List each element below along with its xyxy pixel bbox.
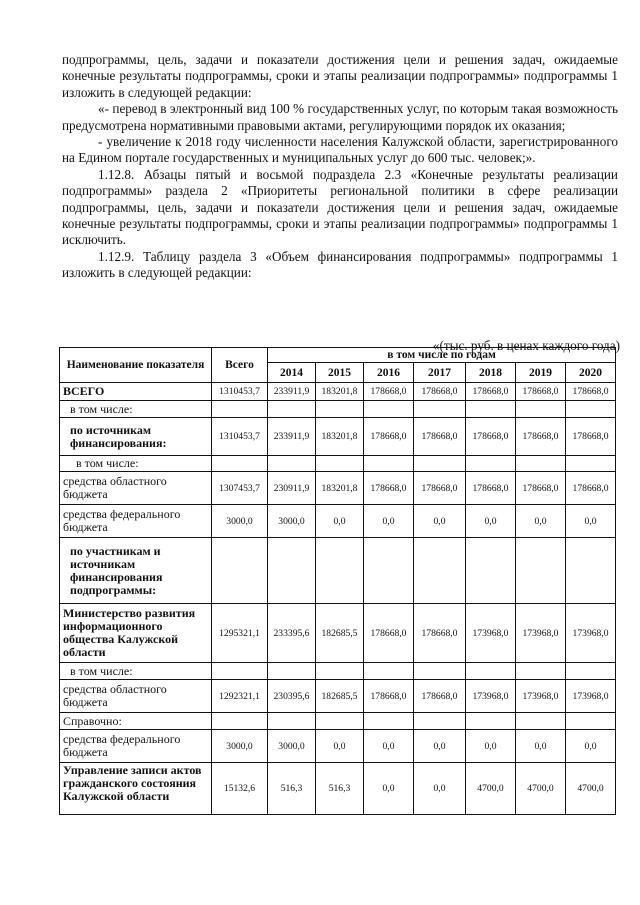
cell-year-value: 178668,0 <box>466 472 516 505</box>
cell-year-value: 178668,0 <box>414 418 466 456</box>
cell-year-value: 173968,0 <box>566 680 616 713</box>
cell-year-value <box>316 538 364 604</box>
header-year: 2019 <box>516 363 566 383</box>
cell-year-value: 230395,6 <box>268 680 316 713</box>
cell-year-value: 0,0 <box>316 505 364 538</box>
cell-year-value <box>316 456 364 472</box>
cell-year-value: 233395,6 <box>268 604 316 663</box>
cell-year-value: 233911,9 <box>268 383 316 401</box>
table-row <box>60 383 616 401</box>
cell-year-value <box>364 401 414 418</box>
cell-year-value <box>414 713 466 730</box>
header-by-years: в том числе по годам <box>268 348 616 363</box>
cell-year-value: 178668,0 <box>414 680 466 713</box>
cell-year-value <box>414 538 466 604</box>
cell-year-value <box>316 663 364 680</box>
cell-year-value: 178668,0 <box>364 383 414 401</box>
cell-year-value: 182685,5 <box>316 604 364 663</box>
table-row <box>60 663 616 680</box>
cell-year-value <box>466 663 516 680</box>
row-label: средства федерального бюджета <box>60 505 212 538</box>
cell-year-value <box>466 538 516 604</box>
row-label: Министерство развития информационного общества Калужской области <box>60 604 212 663</box>
cell-year-value <box>268 401 316 418</box>
header-total: Всего <box>212 348 268 383</box>
cell-year-value: 178668,0 <box>414 604 466 663</box>
table-row <box>60 713 616 730</box>
cell-year-value: 178668,0 <box>414 472 466 505</box>
cell-year-value: 178668,0 <box>466 383 516 401</box>
header-year: 2016 <box>364 363 414 383</box>
cell-total: 1310453,7 <box>212 383 268 401</box>
cell-total: 1295321,1 <box>212 604 268 663</box>
cell-year-value: 0,0 <box>516 730 566 763</box>
cell-year-value <box>566 538 616 604</box>
cell-total: 3000,0 <box>212 730 268 763</box>
cell-year-value: 0,0 <box>516 505 566 538</box>
cell-year-value: 178668,0 <box>566 383 616 401</box>
cell-year-value: 178668,0 <box>364 472 414 505</box>
cell-year-value: 3000,0 <box>268 505 316 538</box>
header-year: 2015 <box>316 363 364 383</box>
cell-year-value: 178668,0 <box>566 472 616 505</box>
body-text <box>62 52 618 282</box>
cell-year-value: 173968,0 <box>516 604 566 663</box>
cell-year-value: 3000,0 <box>268 730 316 763</box>
cell-year-value: 173968,0 <box>516 680 566 713</box>
cell-year-value <box>466 401 516 418</box>
cell-total: 1307453,7 <box>212 472 268 505</box>
row-label: средства федерального бюджета <box>60 730 212 763</box>
cell-year-value <box>566 713 616 730</box>
table-row <box>60 604 616 663</box>
cell-year-value <box>516 663 566 680</box>
cell-total <box>212 713 268 730</box>
financing-table <box>59 347 616 815</box>
units-note: «(тыс. руб. в ценах каждого года) <box>432 338 620 353</box>
cell-year-value: 233911,9 <box>268 418 316 456</box>
cell-year-value: 0,0 <box>364 730 414 763</box>
cell-year-value <box>364 663 414 680</box>
cell-year-value: 230911,9 <box>268 472 316 505</box>
cell-year-value: 0,0 <box>364 763 414 815</box>
cell-year-value: 178668,0 <box>364 604 414 663</box>
row-label: в том числе: <box>60 456 212 472</box>
row-label: средства областного бюджета <box>60 680 212 713</box>
table-row <box>60 505 616 538</box>
header-name: Наименование показателя <box>60 348 212 383</box>
cell-total <box>212 456 268 472</box>
cell-year-value: 4700,0 <box>566 763 616 815</box>
cell-year-value: 178668,0 <box>516 383 566 401</box>
table-row <box>60 680 616 713</box>
row-label: по источникам финансирования: <box>60 418 212 456</box>
cell-year-value: 0,0 <box>414 763 466 815</box>
cell-year-value: 4700,0 <box>516 763 566 815</box>
cell-year-value: 178668,0 <box>516 472 566 505</box>
cell-year-value <box>566 663 616 680</box>
cell-year-value: 0,0 <box>466 505 516 538</box>
paragraph: подпрограммы, цель, задачи и показатели достижения цели и решения задач, ожидаемые конечные результаты подпрограммы, сроки и этапы реализации подпрограммы» подпрограммы 1 изложить в следующей редакции: <box>62 52 618 100</box>
cell-year-value <box>466 456 516 472</box>
table-row <box>60 763 616 815</box>
cell-year-value <box>268 663 316 680</box>
cell-year-value <box>566 401 616 418</box>
row-label: по участникам и источникам финансирования подпрограммы: <box>60 538 212 604</box>
table-row <box>60 538 616 604</box>
cell-year-value <box>364 456 414 472</box>
cell-year-value <box>516 538 566 604</box>
cell-total <box>212 538 268 604</box>
row-label: Справочно: <box>60 713 212 730</box>
cell-year-value: 516,3 <box>316 763 364 815</box>
cell-year-value: 173968,0 <box>466 604 516 663</box>
cell-year-value <box>414 456 466 472</box>
cell-year-value <box>364 538 414 604</box>
cell-year-value: 0,0 <box>316 730 364 763</box>
cell-year-value: 173968,0 <box>466 680 516 713</box>
cell-year-value: 4700,0 <box>466 763 516 815</box>
cell-year-value: 0,0 <box>414 730 466 763</box>
header-year: 2020 <box>566 363 616 383</box>
cell-year-value <box>268 713 316 730</box>
row-label: средства областного бюджета <box>60 472 212 505</box>
paragraph: - увеличение к 2018 году численности населения Калужской области, зарегистрированного на Едином портале государственных и муниципальных услуг до 600 тыс. человек;». <box>62 134 618 166</box>
cell-total: 15132,6 <box>212 763 268 815</box>
cell-year-value <box>316 713 364 730</box>
header-year: 2014 <box>268 363 316 383</box>
table-row <box>60 730 616 763</box>
cell-year-value: 183201,8 <box>316 383 364 401</box>
cell-year-value: 183201,8 <box>316 418 364 456</box>
cell-year-value: 178668,0 <box>364 418 414 456</box>
cell-year-value <box>466 713 516 730</box>
header-year: 2017 <box>414 363 466 383</box>
cell-total <box>212 401 268 418</box>
cell-total: 1292321,1 <box>212 680 268 713</box>
cell-year-value <box>414 663 466 680</box>
cell-year-value: 173968,0 <box>566 604 616 663</box>
cell-year-value: 0,0 <box>414 505 466 538</box>
cell-year-value: 178668,0 <box>414 383 466 401</box>
cell-year-value <box>414 401 466 418</box>
cell-year-value: 182685,5 <box>316 680 364 713</box>
table-row <box>60 418 616 456</box>
cell-year-value: 183201,8 <box>316 472 364 505</box>
header-year: 2018 <box>466 363 516 383</box>
cell-year-value: 0,0 <box>566 730 616 763</box>
cell-year-value <box>516 401 566 418</box>
row-label: в том числе: <box>60 663 212 680</box>
cell-year-value <box>364 713 414 730</box>
cell-year-value: 178668,0 <box>566 418 616 456</box>
cell-year-value: 0,0 <box>364 505 414 538</box>
paragraph: «- перевод в электронный вид 100 % государственных услуг, по которым такая возможность предусмотрена нормативными правовыми актами, регулирующими порядок их оказания; <box>62 101 618 133</box>
cell-year-value <box>268 538 316 604</box>
row-label: Управление записи актов гражданского состояния Калужской области <box>60 763 212 815</box>
table-row <box>60 401 616 418</box>
table-row <box>60 472 616 505</box>
cell-total: 3000,0 <box>212 505 268 538</box>
cell-total <box>212 663 268 680</box>
row-label: в том числе: <box>60 401 212 418</box>
paragraph: 1.12.9. Таблицу раздела 3 «Объем финансирования подпрограммы» подпрограммы 1 изложить в следующей редакции: <box>62 248 618 281</box>
cell-year-value <box>268 456 316 472</box>
cell-year-value: 0,0 <box>566 505 616 538</box>
cell-year-value: 178668,0 <box>516 418 566 456</box>
cell-year-value: 178668,0 <box>466 418 516 456</box>
cell-year-value <box>566 456 616 472</box>
cell-total: 1310453,7 <box>212 418 268 456</box>
row-label: ВСЕГО <box>60 383 212 401</box>
cell-year-value <box>516 456 566 472</box>
cell-year-value: 0,0 <box>466 730 516 763</box>
cell-year-value: 516,3 <box>268 763 316 815</box>
cell-year-value <box>316 401 364 418</box>
paragraph: 1.12.8. Абзацы пятый и восьмой подраздела 2.3 «Конечные результаты реализации подпрограммы» раздела 2 «Приоритеты региональной политики в сфере реализации подпрограммы, цель, задачи и показатели достижения цели и решения задач, ожидаемые конечные результаты подпрограммы, сроки и этапы реализации подпрограммы» подпрограммы 1 исключить. <box>62 166 618 248</box>
cell-year-value <box>516 713 566 730</box>
table-row <box>60 456 616 472</box>
cell-year-value: 178668,0 <box>364 680 414 713</box>
